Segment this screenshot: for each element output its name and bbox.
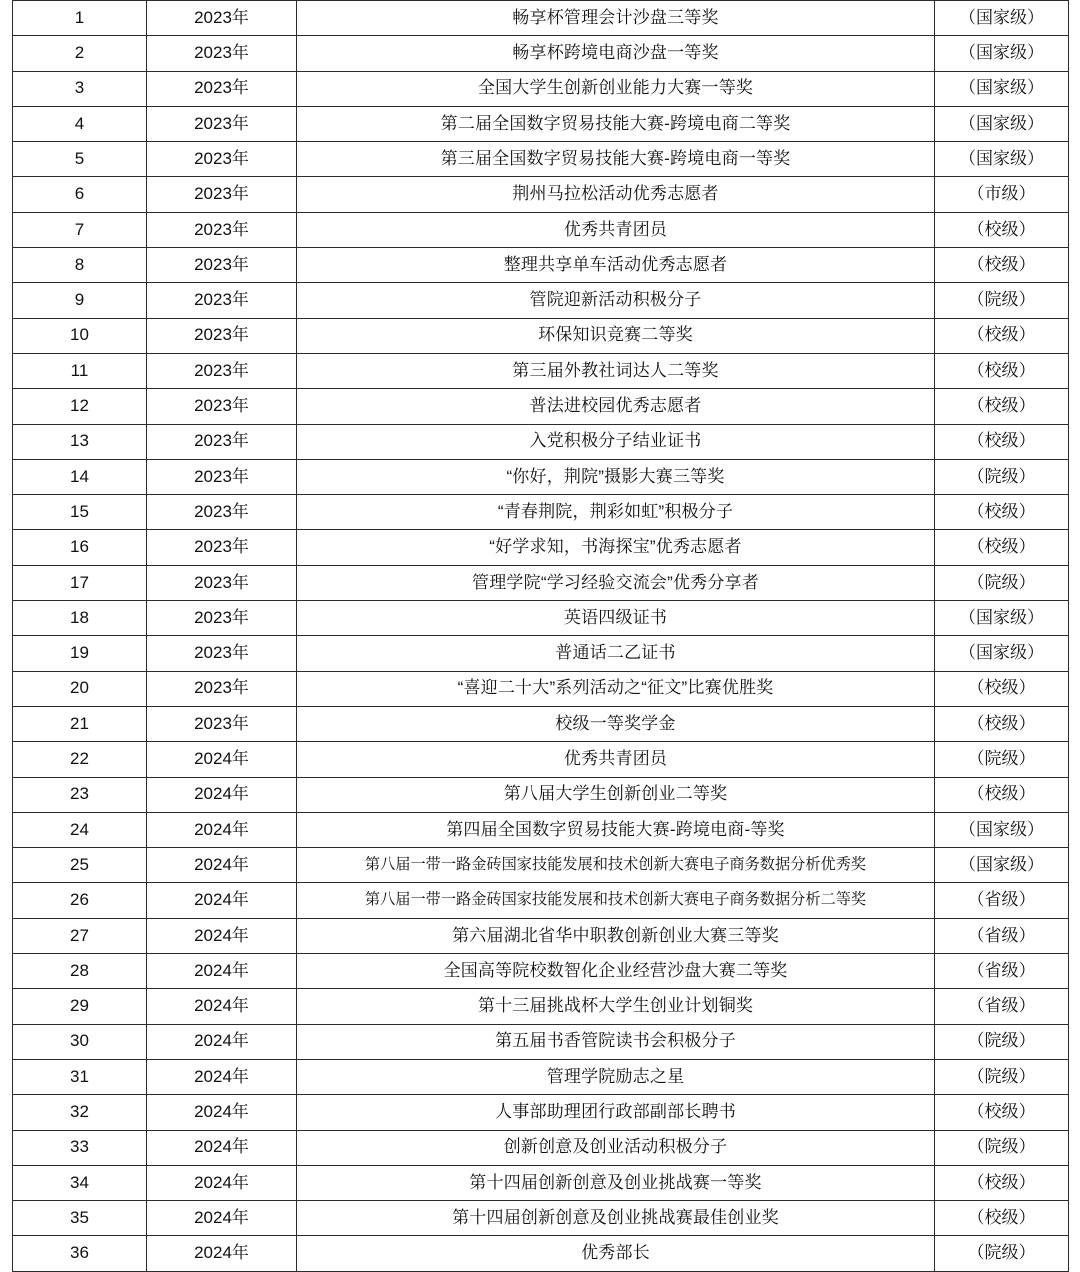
cell-year: 2024年 <box>147 848 297 883</box>
cell-level: （院级） <box>935 1236 1069 1271</box>
cell-level: （国家级） <box>935 1 1069 36</box>
cell-index: 17 <box>13 565 147 600</box>
cell-year: 2023年 <box>147 283 297 318</box>
cell-year: 2024年 <box>147 1165 297 1200</box>
table-row <box>13 918 1069 953</box>
table-row <box>13 36 1069 71</box>
cell-index: 5 <box>13 142 147 177</box>
table-row <box>13 530 1069 565</box>
cell-index: 18 <box>13 601 147 636</box>
cell-index: 29 <box>13 989 147 1024</box>
cell-award-name: 优秀共青团员 <box>297 212 935 247</box>
cell-year: 2023年 <box>147 177 297 212</box>
cell-index: 21 <box>13 706 147 741</box>
cell-year: 2023年 <box>147 636 297 671</box>
cell-index: 28 <box>13 954 147 989</box>
cell-index: 2 <box>13 36 147 71</box>
cell-level: （国家级） <box>935 142 1069 177</box>
cell-year: 2024年 <box>147 954 297 989</box>
cell-index: 11 <box>13 353 147 388</box>
cell-award-name: 管理学院“学习经验交流会”优秀分享者 <box>297 565 935 600</box>
cell-year: 2023年 <box>147 565 297 600</box>
cell-award-name: 普法进校园优秀志愿者 <box>297 389 935 424</box>
cell-level: （校级） <box>935 1165 1069 1200</box>
table-row <box>13 1236 1069 1271</box>
cell-level: （校级） <box>935 530 1069 565</box>
cell-index: 22 <box>13 742 147 777</box>
cell-year: 2024年 <box>147 918 297 953</box>
cell-year: 2024年 <box>147 777 297 812</box>
cell-award-name: 第三届外教社词达人二等奖 <box>297 353 935 388</box>
table-row <box>13 1130 1069 1165</box>
cell-index: 9 <box>13 283 147 318</box>
cell-level: （校级） <box>935 706 1069 741</box>
table-row <box>13 248 1069 283</box>
cell-level: （国家级） <box>935 848 1069 883</box>
cell-award-name: 第十四届创新创意及创业挑战赛一等奖 <box>297 1165 935 1200</box>
cell-year: 2023年 <box>147 142 297 177</box>
cell-level: （校级） <box>935 671 1069 706</box>
table-row <box>13 389 1069 424</box>
cell-year: 2023年 <box>147 318 297 353</box>
table-row <box>13 883 1069 918</box>
cell-year: 2023年 <box>147 106 297 141</box>
cell-year: 2023年 <box>147 212 297 247</box>
cell-level: （国家级） <box>935 106 1069 141</box>
cell-award-name: 全国高等院校数智化企业经营沙盘大赛二等奖 <box>297 954 935 989</box>
cell-index: 26 <box>13 883 147 918</box>
cell-level: （院级） <box>935 1024 1069 1059</box>
cell-award-name: 管院迎新活动积极分子 <box>297 283 935 318</box>
cell-level: （院级） <box>935 283 1069 318</box>
cell-award-name: 整理共享单车活动优秀志愿者 <box>297 248 935 283</box>
cell-level: （国家级） <box>935 36 1069 71</box>
cell-award-name: 环保知识竞赛二等奖 <box>297 318 935 353</box>
cell-index: 36 <box>13 1236 147 1271</box>
table-row <box>13 71 1069 106</box>
cell-year: 2023年 <box>147 601 297 636</box>
award-table <box>12 0 1069 1272</box>
cell-index: 16 <box>13 530 147 565</box>
table-row <box>13 353 1069 388</box>
cell-level: （校级） <box>935 389 1069 424</box>
cell-award-name: 畅享杯跨境电商沙盘一等奖 <box>297 36 935 71</box>
table-row <box>13 1024 1069 1059</box>
cell-award-name: “青春荆院，荆彩如虹”积极分子 <box>297 495 935 530</box>
cell-award-name: 第十三届挑战杯大学生创业计划铜奖 <box>297 989 935 1024</box>
table-row <box>13 601 1069 636</box>
cell-year: 2023年 <box>147 353 297 388</box>
table-row <box>13 671 1069 706</box>
cell-year: 2023年 <box>147 530 297 565</box>
cell-award-name: 第二届全国数字贸易技能大赛-跨境电商二等奖 <box>297 106 935 141</box>
table-row <box>13 283 1069 318</box>
cell-level: （国家级） <box>935 812 1069 847</box>
cell-level: （校级） <box>935 212 1069 247</box>
table-row <box>13 424 1069 459</box>
cell-year: 2024年 <box>147 742 297 777</box>
table-row <box>13 636 1069 671</box>
table-row <box>13 742 1069 777</box>
cell-index: 3 <box>13 71 147 106</box>
cell-index: 19 <box>13 636 147 671</box>
cell-index: 30 <box>13 1024 147 1059</box>
cell-level: （校级） <box>935 353 1069 388</box>
table-row <box>13 706 1069 741</box>
cell-year: 2023年 <box>147 36 297 71</box>
table-row <box>13 142 1069 177</box>
table-row <box>13 1095 1069 1130</box>
cell-level: （校级） <box>935 777 1069 812</box>
cell-index: 24 <box>13 812 147 847</box>
award-table-body <box>13 1 1069 1272</box>
cell-award-name: “好学求知，书海探宝”优秀志愿者 <box>297 530 935 565</box>
cell-award-name: “喜迎二十大”系列活动之“征文”比赛优胜奖 <box>297 671 935 706</box>
cell-award-name: 校级一等奖学金 <box>297 706 935 741</box>
table-row <box>13 1 1069 36</box>
cell-year: 2023年 <box>147 706 297 741</box>
cell-level: （院级） <box>935 1059 1069 1094</box>
table-row <box>13 954 1069 989</box>
cell-level: （省级） <box>935 918 1069 953</box>
cell-level: （校级） <box>935 1095 1069 1130</box>
cell-award-name: 人事部助理团行政部副部长聘书 <box>297 1095 935 1130</box>
cell-level: （院级） <box>935 459 1069 494</box>
cell-index: 34 <box>13 1165 147 1200</box>
cell-level: （院级） <box>935 742 1069 777</box>
cell-year: 2024年 <box>147 883 297 918</box>
cell-year: 2023年 <box>147 424 297 459</box>
cell-award-name: 畅享杯管理会计沙盘三等奖 <box>297 1 935 36</box>
table-row <box>13 1165 1069 1200</box>
cell-award-name: 荆州马拉松活动优秀志愿者 <box>297 177 935 212</box>
cell-award-name: 第八届一带一路金砖国家技能发展和技术创新大赛电子商务数据分析优秀奖 <box>297 848 935 883</box>
table-row <box>13 318 1069 353</box>
cell-award-name: 第六届湖北省华中职教创新创业大赛三等奖 <box>297 918 935 953</box>
cell-level: （市级） <box>935 177 1069 212</box>
cell-level: （校级） <box>935 495 1069 530</box>
cell-level: （校级） <box>935 424 1069 459</box>
cell-level: （省级） <box>935 954 1069 989</box>
cell-award-name: 优秀共青团员 <box>297 742 935 777</box>
table-row <box>13 848 1069 883</box>
cell-award-name: “你好，荆院”摄影大赛三等奖 <box>297 459 935 494</box>
cell-level: （国家级） <box>935 601 1069 636</box>
cell-index: 4 <box>13 106 147 141</box>
cell-level: （省级） <box>935 989 1069 1024</box>
cell-index: 13 <box>13 424 147 459</box>
table-row <box>13 565 1069 600</box>
table-row <box>13 212 1069 247</box>
cell-index: 33 <box>13 1130 147 1165</box>
cell-award-name: 管理学院励志之星 <box>297 1059 935 1094</box>
cell-year: 2024年 <box>147 1059 297 1094</box>
table-row <box>13 777 1069 812</box>
cell-year: 2023年 <box>147 1 297 36</box>
cell-index: 31 <box>13 1059 147 1094</box>
cell-award-name: 入党积极分子结业证书 <box>297 424 935 459</box>
cell-award-name: 第五届书香管院读书会积极分子 <box>297 1024 935 1059</box>
cell-index: 6 <box>13 177 147 212</box>
table-row <box>13 106 1069 141</box>
cell-year: 2024年 <box>147 989 297 1024</box>
cell-award-name: 第八届大学生创新创业二等奖 <box>297 777 935 812</box>
cell-year: 2023年 <box>147 671 297 706</box>
cell-index: 25 <box>13 848 147 883</box>
table-row <box>13 495 1069 530</box>
cell-year: 2023年 <box>147 389 297 424</box>
table-row <box>13 1059 1069 1094</box>
cell-award-name: 第八届一带一路金砖国家技能发展和技术创新大赛电子商务数据分析二等奖 <box>297 883 935 918</box>
cell-award-name: 普通话二乙证书 <box>297 636 935 671</box>
cell-index: 1 <box>13 1 147 36</box>
cell-index: 23 <box>13 777 147 812</box>
cell-index: 7 <box>13 212 147 247</box>
cell-level: （院级） <box>935 565 1069 600</box>
cell-year: 2024年 <box>147 1130 297 1165</box>
cell-award-name: 创新创意及创业活动积极分子 <box>297 1130 935 1165</box>
cell-award-name: 第三届全国数字贸易技能大赛-跨境电商一等奖 <box>297 142 935 177</box>
cell-index: 10 <box>13 318 147 353</box>
cell-award-name: 优秀部长 <box>297 1236 935 1271</box>
cell-level: （校级） <box>935 318 1069 353</box>
table-row <box>13 459 1069 494</box>
cell-year: 2023年 <box>147 248 297 283</box>
cell-year: 2024年 <box>147 812 297 847</box>
cell-index: 35 <box>13 1201 147 1236</box>
table-row <box>13 1201 1069 1236</box>
cell-index: 20 <box>13 671 147 706</box>
cell-level: （省级） <box>935 883 1069 918</box>
cell-award-name: 第四届全国数字贸易技能大赛-跨境电商-等奖 <box>297 812 935 847</box>
table-row <box>13 812 1069 847</box>
table-row <box>13 989 1069 1024</box>
cell-index: 14 <box>13 459 147 494</box>
cell-index: 12 <box>13 389 147 424</box>
cell-year: 2024年 <box>147 1024 297 1059</box>
cell-index: 15 <box>13 495 147 530</box>
cell-award-name: 全国大学生创新创业能力大赛一等奖 <box>297 71 935 106</box>
cell-index: 8 <box>13 248 147 283</box>
cell-index: 32 <box>13 1095 147 1130</box>
cell-level: （校级） <box>935 248 1069 283</box>
cell-year: 2024年 <box>147 1095 297 1130</box>
cell-year: 2023年 <box>147 495 297 530</box>
cell-level: （院级） <box>935 1130 1069 1165</box>
cell-year: 2023年 <box>147 459 297 494</box>
cell-index: 27 <box>13 918 147 953</box>
cell-year: 2024年 <box>147 1236 297 1271</box>
cell-level: （国家级） <box>935 71 1069 106</box>
cell-level: （校级） <box>935 1201 1069 1236</box>
cell-award-name: 第十四届创新创意及创业挑战赛最佳创业奖 <box>297 1201 935 1236</box>
table-row <box>13 177 1069 212</box>
cell-award-name: 英语四级证书 <box>297 601 935 636</box>
cell-year: 2024年 <box>147 1201 297 1236</box>
cell-level: （国家级） <box>935 636 1069 671</box>
cell-year: 2023年 <box>147 71 297 106</box>
